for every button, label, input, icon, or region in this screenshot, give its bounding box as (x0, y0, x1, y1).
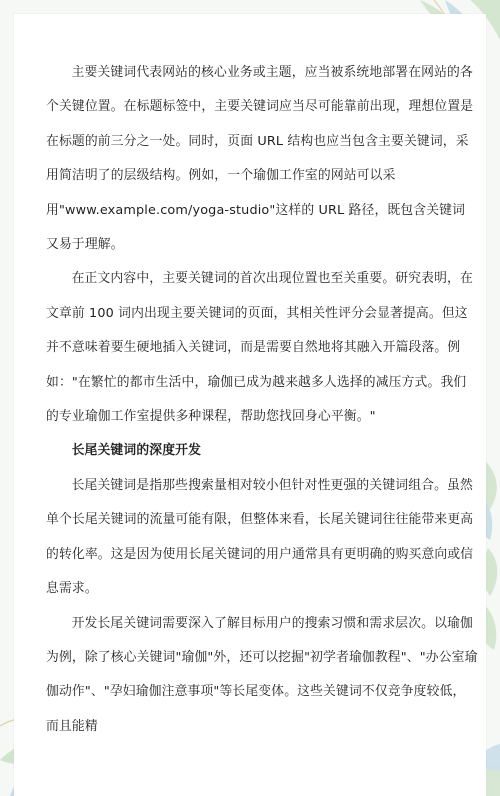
section-heading: 长尾关键词的深度开发 (71, 443, 202, 459)
paragraph-3: 长尾关键词是指那些搜索量相对较小但针对性更强的关键词组合。虽然单个长尾关键词的流量可能有限，但整体来看，长尾关键词往往能带来更高的转化率。这是因为使用长尾关键词的用户通常具有更明确的购买意向或信息需求。 (46, 477, 474, 597)
document-page (14, 14, 486, 796)
paragraph-1: 主要关键词代表网站的核心业务或主题，应当被系统地部署在网站的各个关键位置。在标题标签中，主要关键词应当尽可能靠前出现，理想位置是在标题的前三分之一处。同时，页面 URL 结构也应当包含主要关键词，采用简洁明了的层级结构。例如，一个瑜伽工作室的网站可以采用"www.example.com/yoga-studio"这样的 URL 路径，既包含关键词又易于理解。 (46, 65, 474, 253)
paragraph-4: 开发长尾关键词需要深入了解目标用户的搜索习惯和需求层次。以瑜伽为例，除了核心关键词"瑜伽"外，还可以挖掘"初学者瑜伽教程"、"办公室瑜伽动作"、"孕妇瑜伽注意事项"等长尾变体。这些关键词不仅竞争度较低，而且能精 (46, 615, 478, 734)
paragraph-2: 在正文内容中，主要关键词的首次出现位置也至关重要。研究表明，在文章前 100 词内出现主要关键词的页面，其相关性评分会显著提高。但这并不意味着要生硬地插入关键词，而是需要自然地将其融入开篇段落。例如："在繁忙的都市生活中，瑜伽已成为越来越多人选择的减压方式。我们的专业瑜伽工作室提供多种课程，帮助您找回身心平衡。" (46, 271, 473, 425)
article-body (46, 56, 478, 744)
